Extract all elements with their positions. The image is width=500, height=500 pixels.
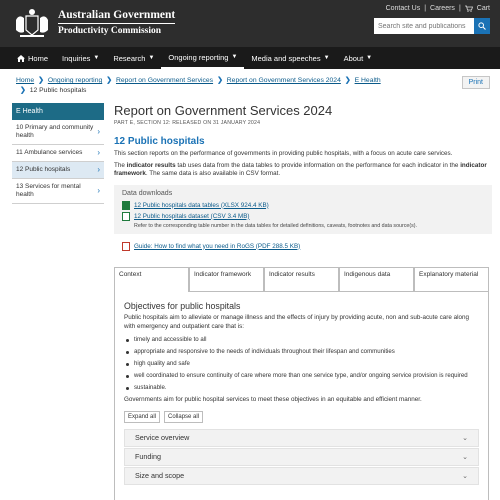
nav-inquiries[interactable] (55, 47, 106, 69)
breadcrumb-home[interactable]: Home (16, 77, 35, 84)
chevron-right-icon: › (97, 148, 100, 157)
text-fragment: The (114, 161, 127, 169)
chevron-down-icon: ▼ (93, 55, 100, 61)
nav-research-label: Research (113, 53, 146, 63)
main-nav (0, 47, 500, 69)
nav-media-label: Media and speeches (251, 53, 321, 63)
objectives-heading: Objectives for public hospitals (124, 301, 241, 311)
nav-home[interactable] (10, 47, 55, 69)
release-info: PART E, SECTION 12: RELEASED ON 31 JANUARY 2024 (114, 120, 261, 126)
home-icon (17, 55, 25, 62)
guide-link[interactable]: Guide: How to find what you need in RoGS (PDF 288.5 KB) (134, 242, 301, 250)
download-csv (122, 212, 484, 221)
nav-about[interactable] (337, 47, 380, 69)
indicator-framework-term: indicator framework (114, 161, 487, 177)
download-xlsx (122, 201, 484, 210)
cart-icon[interactable] (465, 5, 473, 14)
section-title: 12 Public hospitals (114, 136, 205, 147)
chevron-right-icon: ❯ (106, 77, 112, 84)
tab-indicator-framework[interactable]: Indicator framework (189, 267, 264, 292)
pdf-file-icon (122, 242, 130, 251)
breadcrumb-ongoing-reporting[interactable]: Ongoing reporting (47, 77, 103, 84)
chevron-right-icon: › (97, 165, 100, 174)
chevron-right-icon: ❯ (344, 77, 351, 84)
list-item: timely and accessible to all (124, 336, 479, 344)
nav-inquiries-label: Inquiries (62, 53, 91, 63)
search-input[interactable] (374, 18, 474, 34)
utility-links (386, 5, 490, 14)
objectives-intro: Public hospitals aim to alleviate or manage illness and the effects of injury by providing acute, non and sub-acute care along with emergency and outpatient care that is: (124, 314, 470, 330)
data-downloads-title: Data downloads (122, 189, 173, 197)
chevron-down-icon: ⌄ (462, 472, 468, 480)
site-logo[interactable] (12, 6, 175, 40)
site-search (374, 18, 490, 34)
breadcrumb (16, 76, 416, 96)
logo-line-2: Productivity Commission (58, 23, 175, 38)
chevron-down-icon: ⌄ (462, 434, 468, 442)
objectives-closing: Governments aim for public hospital services to meet these objectives in an equitable and efficient manner. (124, 396, 422, 403)
page-title: Report on Government Services 2024 (114, 103, 333, 118)
nav-research[interactable] (106, 47, 161, 69)
indicator-text (114, 162, 492, 179)
logo-line-1: Australian Government (58, 8, 176, 21)
nav-media[interactable] (244, 47, 336, 69)
intro-text: This section reports on the performance of governments in providing public hospitals, with a focus on acute care services. (114, 150, 453, 157)
csv-file-icon (122, 212, 130, 221)
sidebar-item-ambulance[interactable] (12, 145, 104, 162)
tab-context[interactable]: Context (114, 267, 189, 292)
download-xlsx-link[interactable]: 12 Public hospitals data tables (XLSX 924.4 KB) (134, 201, 269, 209)
sidebar-item-label: 13 Services for mental health (16, 183, 81, 198)
list-item: sustainable. (124, 384, 479, 392)
contact-link[interactable]: Contact Us (385, 5, 421, 12)
chevron-right-icon: › (97, 186, 100, 195)
nav-ongoing-label: Ongoing reporting (168, 52, 229, 62)
tab-indicator-results[interactable]: Indicator results (264, 267, 339, 292)
data-downloads-panel (114, 185, 492, 234)
sidebar-item-primary-health[interactable] (12, 120, 104, 145)
chevron-down-icon: ▼ (148, 55, 155, 61)
chevron-right-icon: ❯ (20, 87, 26, 94)
search-icon (478, 22, 486, 30)
section-tabs (114, 267, 489, 292)
nav-home-label: Home (28, 53, 49, 63)
separator: | (424, 5, 427, 12)
search-button[interactable] (474, 18, 490, 34)
context-panel (114, 291, 489, 500)
accordion-size-and-scope[interactable] (124, 467, 479, 485)
text-fragment: . The same data is also available in CSV format. (145, 170, 281, 177)
tab-explanatory-material[interactable]: Explanatory material (414, 267, 489, 292)
logo-text (58, 9, 175, 38)
expand-all-button[interactable]: Expand all (124, 411, 160, 423)
site-header (0, 0, 500, 47)
section-sidebar (12, 103, 104, 204)
chevron-right-icon: ❯ (217, 77, 223, 84)
excel-file-icon (122, 201, 130, 210)
indicator-results-term: indicator results (126, 161, 176, 169)
chevron-down-icon: ▼ (231, 54, 238, 60)
accordion-funding[interactable] (124, 448, 479, 466)
sidebar-item-label: 11 Ambulance services (16, 149, 83, 156)
nav-ongoing-reporting[interactable] (161, 47, 244, 69)
chevron-right-icon: ❯ (38, 77, 44, 84)
chevron-down-icon: ▼ (366, 55, 373, 61)
breadcrumb-e-health[interactable]: E Health (354, 77, 381, 84)
sidebar-item-label: 10 Primary and community health (16, 124, 94, 139)
nav-about-label: About (343, 53, 364, 63)
accordion-label: Funding (135, 452, 161, 461)
chevron-down-icon: ▼ (323, 55, 330, 61)
cart-link[interactable]: Cart (476, 5, 490, 12)
objectives-list (124, 336, 479, 392)
sidebar-item-mental-health[interactable] (12, 179, 104, 204)
chevron-right-icon: › (97, 127, 100, 136)
accordion-service-overview[interactable] (124, 429, 479, 447)
separator: | (458, 5, 461, 12)
careers-link[interactable]: Careers (430, 5, 455, 12)
coat-of-arms-icon (12, 6, 52, 40)
chevron-down-icon: ⌄ (462, 453, 468, 461)
main-content (114, 103, 492, 251)
context-accordion (124, 429, 479, 485)
breadcrumb-rogs-2024[interactable]: Report on Government Services 2024 (226, 77, 341, 84)
downloads-note: Refer to the corresponding table number in the data tables for detailed definitions, caveats, footnotes and data source(s). (134, 222, 417, 229)
list-item: appropriate and responsive to the needs of individuals throughout their lifespan and communities (124, 348, 479, 356)
sidebar-item-label: 12 Public hospitals (16, 166, 71, 173)
list-item: well coordinated to ensure continuity of care where more than one service type, and/or ongoing service provision is required (124, 372, 479, 380)
accordion-controls (124, 411, 479, 423)
breadcrumb-current: 12 Public hospitals (29, 87, 87, 94)
sidebar-heading[interactable]: E Health (12, 103, 104, 120)
list-item: high quality and safe (124, 360, 479, 368)
accordion-label: Service overview (135, 433, 190, 442)
tab-indigenous-data[interactable]: Indigenous data (339, 267, 414, 292)
sidebar-item-public-hospitals[interactable] (12, 162, 104, 179)
collapse-all-button[interactable]: Collapse all (164, 411, 203, 423)
breadcrumb-rogs[interactable]: Report on Government Services (115, 77, 214, 84)
download-csv-link[interactable]: 12 Public hospitals dataset (CSV 3.4 MB) (134, 212, 250, 220)
accordion-label: Size and scope (135, 471, 185, 480)
guide-download (114, 242, 492, 251)
print-button[interactable]: Print (462, 76, 490, 89)
text-fragment: tab uses data from the data tables to provide information on the performance for each indicator in the (175, 161, 461, 169)
